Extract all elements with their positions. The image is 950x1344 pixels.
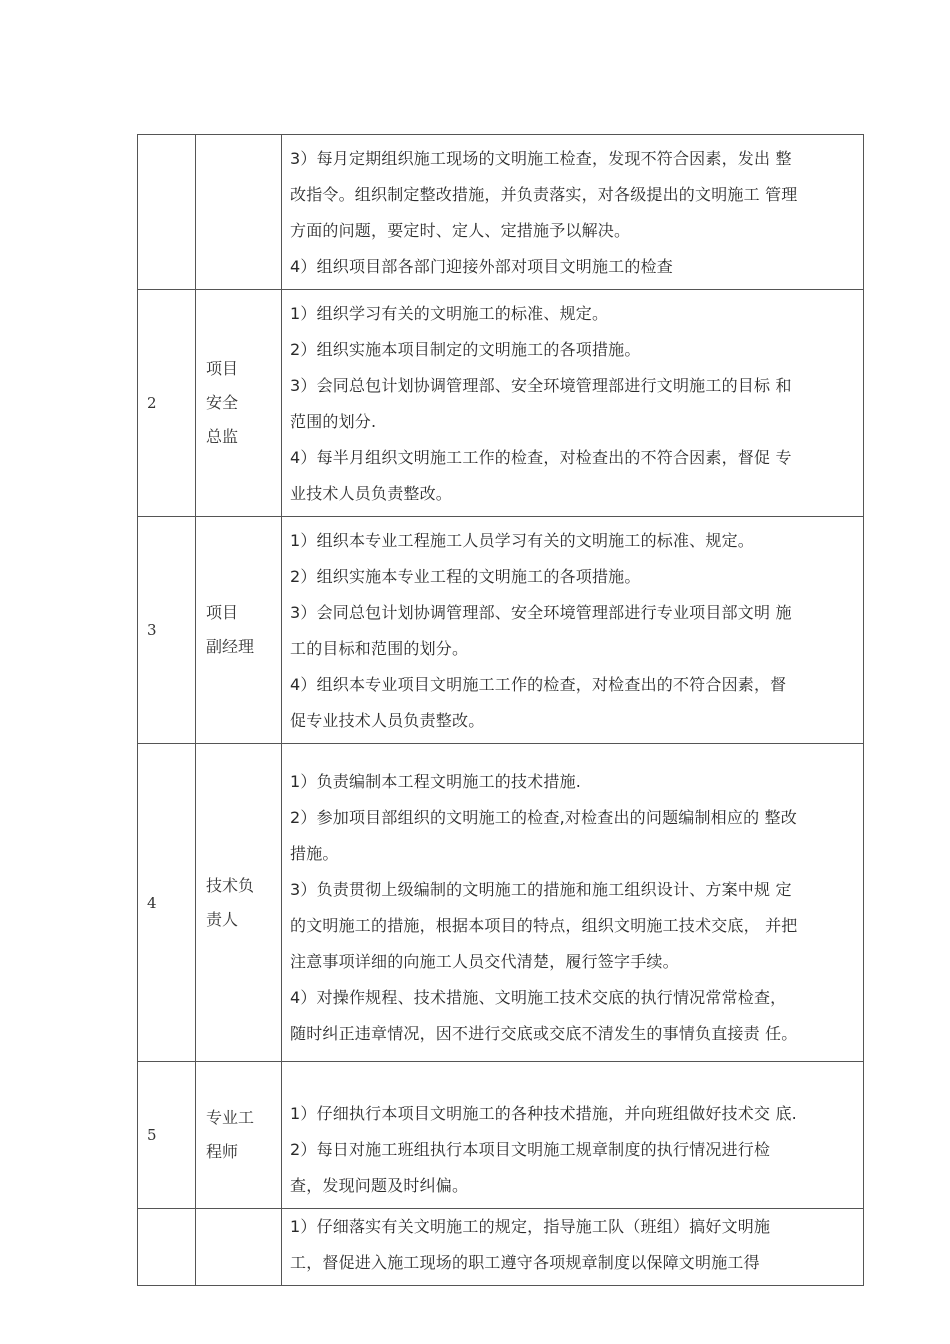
role-text: 项目 [206, 603, 239, 622]
role-text: 安全 [206, 393, 239, 412]
table-row [138, 135, 864, 290]
role-cell [196, 744, 282, 1062]
role-cell [196, 517, 282, 744]
duty-line: 1）负责编制本工程文明施工的技术措施. [290, 771, 582, 791]
duty-line: 1）仔细执行本项目文明施工的各种技术措施，并向班组做好技术交 底. [290, 1104, 797, 1123]
table-row [138, 290, 864, 517]
duty-line: 2）组织实施本项目制定的文明施工的各项措施。 [290, 340, 641, 359]
duty-line: 4）对操作规程、技术措施、文明施工技术交底的执行情况常常检查， [290, 987, 787, 1007]
duty-line: 改指令。组织制定整改措施，并负责落实，对各级提出的文明施工 管理 [290, 185, 798, 204]
role-text: 总监 [206, 427, 239, 446]
duty-line: 3）负责贯彻上级编制的文明施工的措施和施工组织设计、方案中规 定 [290, 879, 792, 899]
duty-line: 3）每月定期组织施工现场的文明施工检查，发现不符合因素，发出 整 [290, 149, 792, 168]
role-text: 项目 [206, 359, 239, 378]
row-number: 2 [147, 394, 157, 412]
duties-cell [282, 517, 864, 744]
table-row [138, 1209, 864, 1286]
duties-cell [282, 744, 864, 1062]
table-body [138, 135, 864, 1286]
row-number: 4 [147, 893, 157, 912]
row-number-cell [138, 1209, 196, 1286]
duty-line: 4）每半月组织文明施工工作的检查，对检查出的不符合因素，督促 专 [290, 448, 792, 467]
role-text: 专业工 [206, 1108, 255, 1127]
duty-line: 3）会同总包计划协调管理部、安全环境管理部进行专业项目部文明 施 [290, 603, 792, 622]
duty-line: 促专业技术人员负责整改。 [290, 711, 485, 730]
duty-line: 工，督促进入施工现场的职工遵守各项规章制度以保障文明施工得 [290, 1253, 760, 1272]
duty-line: 注意事项详细的向施工人员交代清楚，履行签字手续。 [290, 951, 679, 971]
role-text: 副经理 [206, 637, 255, 656]
duty-line: 1）组织本专业工程施工人员学习有关的文明施工的标准、规定。 [290, 531, 754, 550]
row-number-cell [138, 135, 196, 290]
row-number-cell [138, 1062, 196, 1209]
duty-line: 随时纠正违章情况，因不进行交底或交底不清发生的事情负直接责 任。 [290, 1023, 798, 1043]
duties-cell [282, 290, 864, 517]
duty-line: 3）会同总包计划协调管理部、安全环境管理部进行文明施工的目标 和 [290, 376, 792, 395]
duty-line: 4）组织项目部各部门迎接外部对项目文明施工的检查 [290, 257, 673, 276]
duty-line: 4）组织本专业项目文明施工工作的检查，对检查出的不符合因素，督 [290, 675, 787, 694]
row-number: 3 [147, 621, 157, 639]
role-cell [196, 1209, 282, 1286]
duty-line: 1）仔细落实有关文明施工的规定，指导施工队（班组）搞好文明施 [290, 1217, 771, 1236]
duty-line: 业技术人员负责整改。 [290, 484, 453, 503]
role-text: 程师 [206, 1142, 239, 1161]
row-number-cell [138, 517, 196, 744]
duty-line: 措施。 [290, 843, 339, 863]
row-number-cell [138, 744, 196, 1062]
role-cell [196, 290, 282, 517]
role-text: 责人 [206, 909, 239, 929]
duty-line: 2）每日对施工班组执行本项目文明施工规章制度的执行情况进行检 [290, 1140, 771, 1159]
table-row [138, 517, 864, 744]
table-row [138, 1062, 864, 1209]
duty-line: 2）组织实施本专业工程的文明施工的各项措施。 [290, 567, 641, 586]
role-cell [196, 1062, 282, 1209]
duty-line: 工的目标和范围的划分。 [290, 639, 469, 658]
role-cell [196, 135, 282, 290]
responsibility-table [137, 134, 864, 1286]
table-row [138, 744, 864, 1062]
role-text: 技术负 [206, 875, 255, 895]
duty-line: 2）参加项目部组织的文明施工的检查,对检查出的问题编制相应的 整改 [290, 807, 797, 827]
row-number-cell [138, 290, 196, 517]
duty-line: 查，发现问题及时纠偏。 [290, 1176, 469, 1195]
duty-line: 的文明施工的措施，根据本项目的特点，组织文明施工技术交底， 并把 [290, 915, 798, 935]
duties-cell [282, 1062, 864, 1209]
duty-line: 范围的划分. [290, 412, 377, 431]
duty-line: 1）组织学习有关的文明施工的标准、规定。 [290, 304, 609, 323]
row-number: 5 [147, 1126, 157, 1144]
duties-cell [282, 135, 864, 290]
duties-cell [282, 1209, 864, 1286]
duty-line: 方面的问题，要定时、定人、定措施予以解决。 [290, 221, 631, 240]
